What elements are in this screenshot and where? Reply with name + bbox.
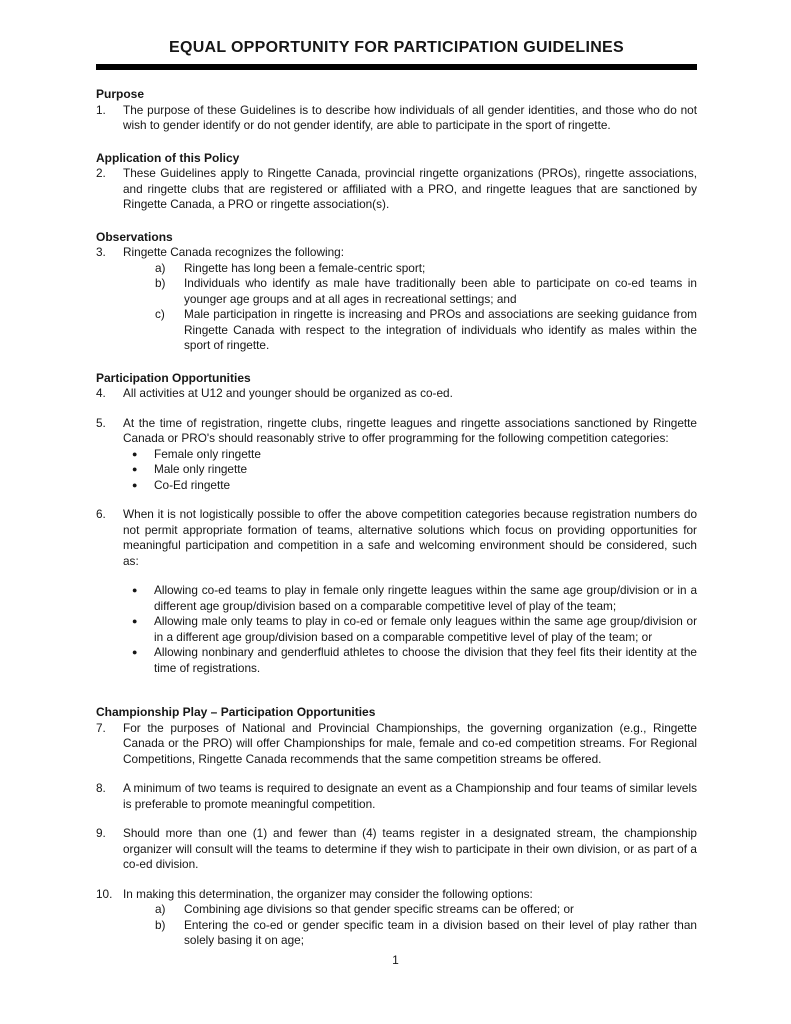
numbered-list-item [96,507,697,569]
numbered-list-item [96,386,697,402]
document-title: EQUAL OPPORTUNITY FOR PARTICIPATION GUIDELINES [168,39,624,56]
title-rule [96,64,697,70]
bullet-marker: ● [132,464,138,474]
numbered-list-item [96,887,697,903]
list-item-text: When it is not logistically possible to offer the above competition categories because registration numbers do not permit appropriate formation of teams, alternative solutions which focus on providing opportunities for meaningful participation and competition in a safe and welcoming environment should be considered, such as: [123,507,697,568]
list-marker: a) [155,902,166,916]
list-item-text: Allowing male only teams to play in co-ed or female only leagues within the same age group/division or in a different age group/division based on a comparable competitive level of play of the team; or [154,614,697,644]
section [96,87,697,134]
bullet-list-item [132,462,697,478]
list-marker: a) [155,260,166,275]
section-heading: Participation Opportunities [96,370,251,385]
sub-list-item [155,902,697,918]
bullet-marker: ● [132,585,138,595]
list-marker: 6. [96,507,106,521]
list-marker: 9. [96,826,106,840]
list-item-text: Combining age divisions so that gender specific streams can be offered; or [184,902,574,916]
bullet-marker: ● [132,479,138,490]
section-heading: Championship Play – Participation Opportunities [96,705,376,719]
list-marker: 4. [96,386,106,400]
numbered-list-item [96,245,697,261]
list-item-text: The purpose of these Guidelines is to describe how individuals of all gender identities, and those who do not wish to gender identify or do not gender identify, are able to participate in the sport of ringette. [123,102,697,132]
list-item-text: Allowing nonbinary and genderfluid athletes to choose the division that they feel fits their identity at the time of registrations. [154,645,697,675]
list-item-text: Male only ringette [154,462,248,476]
list-item-text: Should more than one (1) and fewer than (4) teams register in a designated stream, the championship organizer will consult will the teams to determine if they wish to participate in their own division, or as part of a co-ed division. [123,826,697,871]
sub-list-item [155,918,697,949]
section-heading: Application of this Policy [96,150,240,165]
bullet-list-item [132,614,697,645]
document-page [96,38,697,949]
bullet-marker: ● [132,448,138,459]
section [96,371,697,677]
bullet-list-item [132,583,697,614]
list-item-text: Entering the co-ed or gender specific team in a division based on their level of play rather than solely basing it on age; [184,917,697,947]
list-item-text: In making this determination, the organizer may consider the following options: [123,886,533,901]
list-marker: c) [155,307,165,321]
list-item-text: At the time of registration, ringette clubs, ringette leagues and ringette associations sanctioned by Ringette Canada or PRO's should reasonably strive to offer programming for the following competition categories: [123,415,697,445]
section [96,705,697,949]
sub-list-item [155,261,697,277]
list-marker: b) [155,917,166,932]
numbered-list-item [96,416,697,447]
document-body [96,87,697,949]
section-heading: Observations [96,229,173,244]
list-item-text: Male participation in ringette is increasing and PROs and associations are seeking guidance from Ringette Canada with respect to the integration of individuals who identify as males within the sport of ringette. [184,307,697,352]
sub-list-item [155,276,697,307]
list-marker: 2. [96,166,106,180]
numbered-list-item [96,781,697,812]
list-marker: 3. [96,245,106,259]
list-item-text: All activities at U12 and younger should be organized as co-ed. [123,386,453,400]
list-item-text: A minimum of two teams is required to designate an event as a Championship and four teams of similar levels is preferable to promote meaningful competition. [123,781,697,811]
bullet-marker: ● [132,647,138,657]
bullet-list-item [132,447,697,463]
bullet-marker: ● [132,616,138,626]
section [96,151,697,213]
numbered-list-item [96,103,697,134]
sub-list-item [155,307,697,354]
list-marker: 8. [96,781,106,795]
list-marker: 5. [96,415,106,430]
list-item-text: These Guidelines apply to Ringette Canada, provincial ringette organizations (PROs), ringette associations, and ringette clubs that are registered or affiliated with a PRO, and ringette leagues that are sanctioned by Ringette Canada, a PRO or ringette association(s). [123,166,697,211]
bullet-list-item [132,478,697,494]
list-marker: b) [155,276,166,290]
section-heading: Purpose [96,87,145,101]
list-item-text: Individuals who identify as male have traditionally been able to participate on co-ed teams in younger age groups and at all ages in recreational settings; and [184,276,697,306]
list-item-text: Ringette Canada recognizes the following: [123,245,345,259]
list-item-text: Female only ringette [154,446,261,461]
list-marker: 1. [96,102,106,117]
section [96,230,697,354]
list-item-text: For the purposes of National and Provincial Championships, the governing organization (e.g., Ringette Canada or the PRO) will offer Championships for male, female and co-ed competition streams. For Regional Competitions, Ringette Canada recommends that the same competition streams be offered. [123,720,697,766]
page-number: 1 [392,953,399,967]
numbered-list-item [96,826,697,873]
numbered-list-item [96,721,697,768]
list-item-text: Ringette has long been a female-centric sport; [184,260,426,275]
list-marker: 7. [96,720,106,735]
list-item-text: Co-Ed ringette [154,477,231,492]
bullet-list-item [132,645,697,676]
list-item-text: Allowing co-ed teams to play in female only ringette leagues within the same age group/division or in a different age group/division based on a comparable competitive level of play of the team; [154,583,697,613]
list-marker: 10. [96,886,113,901]
numbered-list-item [96,166,697,213]
